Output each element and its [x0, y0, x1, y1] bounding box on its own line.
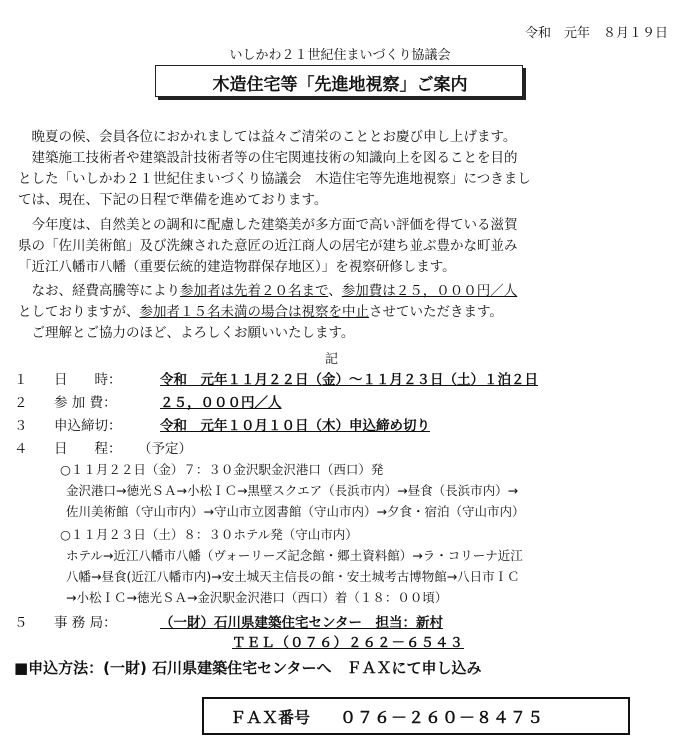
schedule-line: ○１１月２２日（金）７：３０金沢駅金沢港口（西口）発	[60, 462, 384, 477]
body-line: 県の「佐川美術館」及び洗練された意匠の近江商人の居宅が建ち並ぶ豊かな町並み	[18, 238, 518, 254]
cost-intro: なお、経費高騰等により	[18, 283, 180, 299]
cancel-intro: としておりますが、	[18, 304, 140, 320]
body-line: 晩夏の候、会員各位におかれましては益々ご清栄のこととお慶び申し上げます。	[18, 129, 517, 145]
item-value-deadline: 令和 元年１０月１０日（木）申込締め切り	[160, 418, 430, 434]
issue-date: 令和 元年 ８月１９日	[524, 26, 668, 41]
item-value-datetime: 令和 元年１１月２２日（金）～１１月２３日（土）１泊２日	[160, 372, 538, 388]
item-number: ５	[14, 615, 28, 631]
cost-line	[18, 282, 517, 300]
cancel-line	[18, 303, 503, 321]
item-value-schedule: （予定）	[138, 441, 192, 457]
body-line: 今年度は、自然美との調和に配慮した建築美が多方面で高い評価を得ている滋賀	[18, 217, 518, 233]
schedule-line: 佐川美術館（守山市内）→守山市立図書館（守山市内）→夕食・宿泊（守山市内）	[66, 504, 525, 519]
fax-label: ＦＡＸ番号	[230, 708, 311, 727]
item-number: １	[14, 372, 28, 388]
closing-line: ご理解とご協力のほど、よろしくお願いいたします。	[18, 325, 355, 341]
body-line: とした「いしかわ２１世紀住まいづくり協議会 木造住宅等先進地視察」につきまし	[18, 171, 531, 187]
schedule-line: ○１１月２３日（土）８：３０ホテル発（守山市内）	[60, 527, 358, 542]
item-label-schedule: 日 程：	[54, 441, 122, 457]
participation-fee: 参加費は２５，０００円／人	[341, 283, 518, 299]
item-label-office: 事 務 局：	[54, 615, 117, 631]
item-value-office: （一財）石川県建築住宅センター 担当：新村	[160, 615, 443, 631]
participant-limit: 参加者は先着２０名まで	[180, 283, 329, 299]
page-title: 木造住宅等「先進地視察」ご案内	[212, 75, 468, 95]
fax-number: ０７６－２６０－８４７５	[340, 708, 545, 727]
schedule-line: ホテル→近江八幡市八幡（ヴォーリーズ記念館・郷土資料館）→ラ・コリーナ近江	[66, 548, 523, 563]
item-number: ３	[14, 418, 28, 434]
item-label-datetime: 日 時：	[54, 372, 122, 388]
cancel-condition: 参加者１５名未満の場合は視察を中止	[139, 304, 369, 320]
cancel-outro: させていただきます。	[369, 304, 503, 320]
schedule-line: →小松ＩＣ→徳光ＳＡ→金沢駅金沢港口（西口）着（１８：００頃）	[66, 590, 448, 605]
item-label-fee: 参 加 費：	[54, 395, 117, 411]
item-number: ２	[14, 395, 28, 411]
body-line: ては、現在、下記の日程で準備を進めております。	[18, 192, 328, 208]
comma: 、	[328, 283, 342, 299]
body-line: 建築施工技術者や建築設計技術者等の住宅関連技術の知識向上を図ることを目的	[18, 150, 518, 166]
ki-heading: 記	[325, 352, 339, 367]
office-telephone: ＴＥＬ（０７６）２６２－６５４３	[232, 635, 464, 651]
item-label-deadline: 申込締切：	[54, 418, 122, 434]
organization-name: いしかわ２１世紀住まいづくり協議会	[229, 48, 451, 63]
application-method: ■申込方法：(一財) 石川県建築住宅センターへ ＦＡＸにて申し込み	[14, 659, 482, 677]
item-number: ４	[14, 441, 28, 457]
item-value-fee: ２５，０００円／人	[160, 395, 282, 411]
body-line: 「近江八幡市八幡（重要伝統的建造物群保存地区）」を視察研修します。	[18, 259, 456, 275]
schedule-line: 金沢港口→徳光ＳＡ→小松ＩＣ→黒壁スクエア（長浜市内）→昼食（長浜市内）→	[66, 483, 519, 498]
schedule-line: 八幡→昼食(近江八幡市内)→安土城天主信長の館・安土城考古博物館→八日市ＩＣ	[66, 569, 520, 584]
